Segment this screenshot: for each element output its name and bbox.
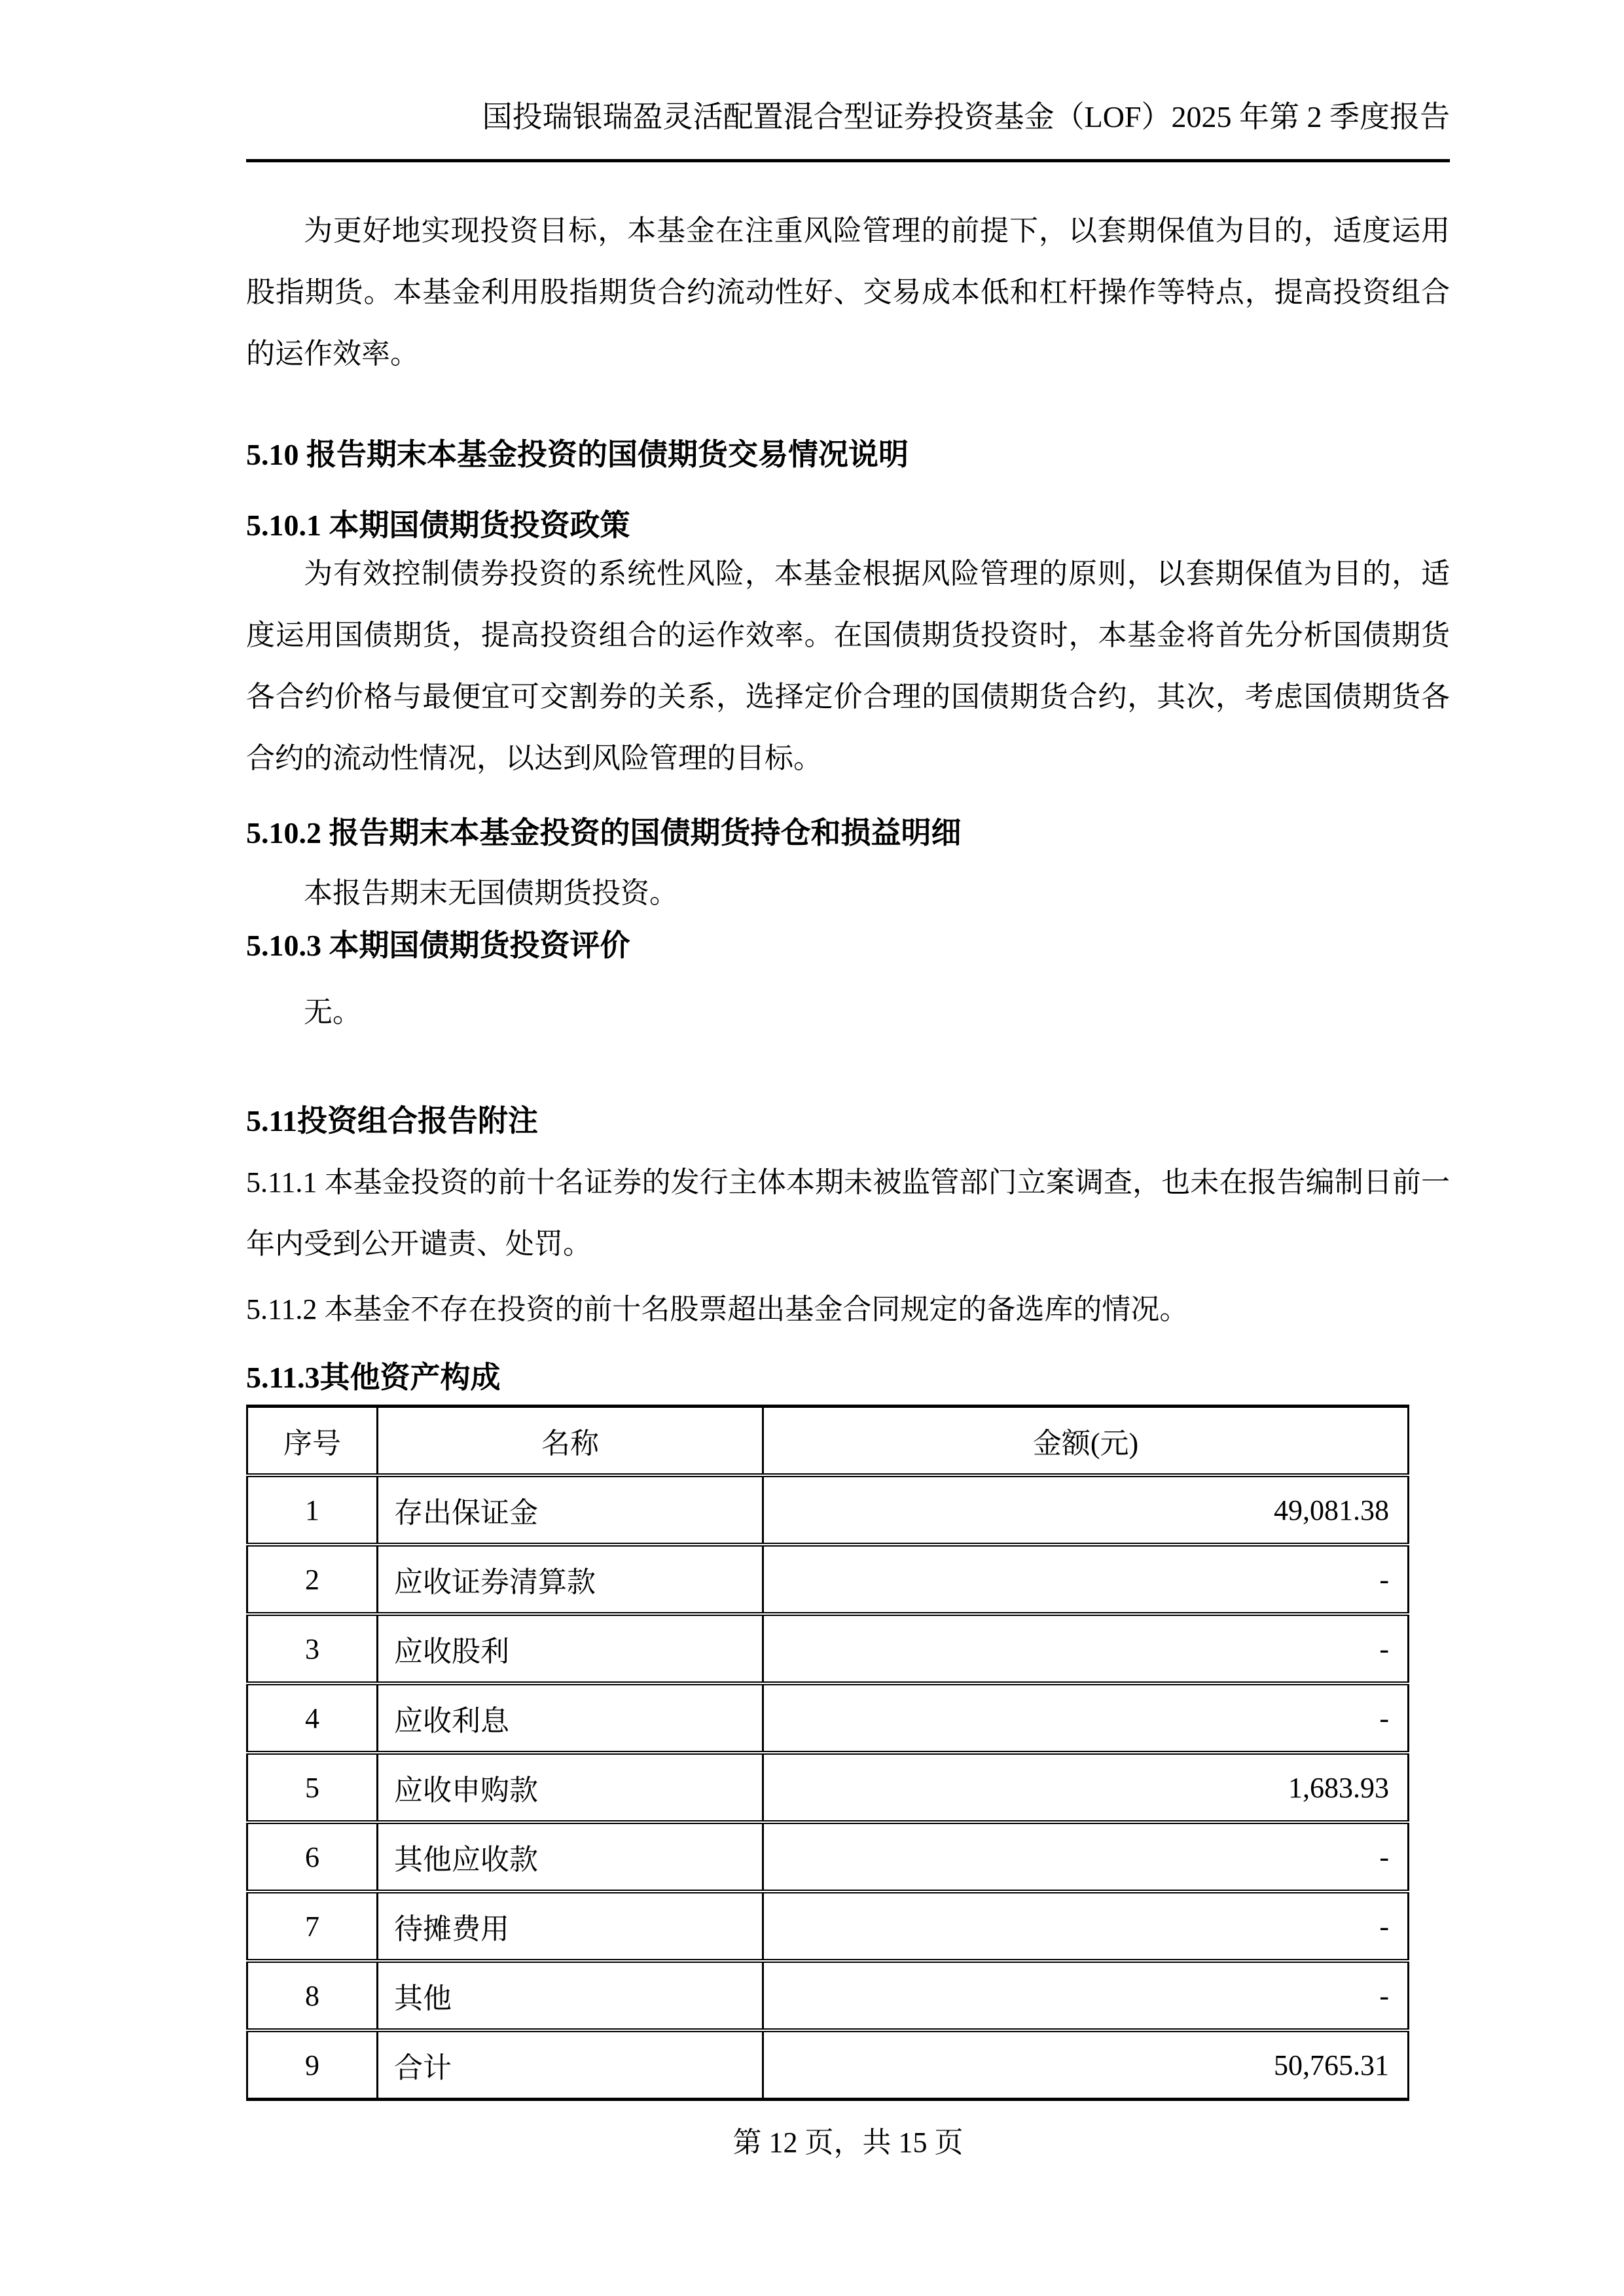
cell-no: 8 bbox=[247, 1961, 378, 2030]
page-header-title: 国投瑞银瑞盈灵活配置混合型证券投资基金（LOF）2025 年第 2 季度报告 bbox=[482, 100, 1450, 134]
table-row bbox=[247, 1683, 1409, 1753]
cell-amount: - bbox=[763, 1961, 1409, 2030]
cell-amount: 50,765.31 bbox=[763, 2030, 1409, 2100]
paragraph-5-11-1: 5.11.1 本基金投资的前十名证券的发行主体本期未被监管部门立案调查，也未在报告编制日前一年内受到公开谴责、处罚。 bbox=[246, 1166, 1450, 1260]
header-rule bbox=[246, 159, 1450, 162]
column-header-no: 序号 bbox=[247, 1407, 378, 1476]
cell-name: 应收股利 bbox=[378, 1614, 763, 1683]
paragraph-5-10-3-evaluation: 无。 bbox=[304, 996, 361, 1028]
cell-no: 9 bbox=[247, 2030, 378, 2100]
table-row bbox=[247, 1892, 1409, 1961]
other-assets-table-body bbox=[247, 1475, 1409, 2100]
cell-no: 7 bbox=[247, 1892, 378, 1961]
other-assets-table bbox=[246, 1405, 1409, 2101]
table-row bbox=[247, 1753, 1409, 1822]
cell-amount: - bbox=[763, 1614, 1409, 1683]
cell-amount: 1,683.93 bbox=[763, 1753, 1409, 1822]
cell-name: 待摊费用 bbox=[378, 1892, 763, 1961]
heading-5-10-2-positions: 5.10.2 报告期末本基金投资的国债期货持仓和损益明细 bbox=[246, 816, 962, 850]
heading-5-11-portfolio-notes: 5.11投资组合报告附注 bbox=[246, 1104, 538, 1138]
cell-name: 应收利息 bbox=[378, 1683, 763, 1753]
table-row bbox=[247, 1475, 1409, 1545]
paragraph-5-10-2-positions: 本报告期末无国债期货投资。 bbox=[304, 877, 678, 909]
cell-no: 3 bbox=[247, 1614, 378, 1683]
paragraph-5-10-1-policy: 为有效控制债券投资的系统性风险，本基金根据风险管理的原则，以套期保值为目的，适度运用国债期货，提高投资组合的运作效率。在国债期货投资时，本基金将首先分析国债期货各合约价格与最便宜可交割券的关系，选择定价合理的国债期货合约，其次，考虑国债期货各合约的流动性情况，以达到风险管理的目标。 bbox=[246, 558, 1450, 774]
cell-amount: - bbox=[763, 1545, 1409, 1614]
table-row bbox=[247, 1822, 1409, 1892]
table-row bbox=[247, 2030, 1409, 2100]
cell-name: 应收证券清算款 bbox=[378, 1545, 763, 1614]
cell-no: 2 bbox=[247, 1545, 378, 1614]
cell-name: 其他应收款 bbox=[378, 1822, 763, 1892]
heading-5-10-1-policy: 5.10.1 本期国债期货投资政策 bbox=[246, 509, 630, 542]
cell-no: 1 bbox=[247, 1475, 378, 1545]
column-header-name: 名称 bbox=[378, 1407, 763, 1476]
table-row bbox=[247, 1614, 1409, 1683]
cell-name: 应收申购款 bbox=[378, 1753, 763, 1822]
heading-5-10-treasury-futures: 5.10 报告期末本基金投资的国债期货交易情况说明 bbox=[246, 438, 909, 471]
table-row bbox=[247, 1545, 1409, 1614]
cell-name: 存出保证金 bbox=[378, 1475, 763, 1545]
heading-5-10-3-evaluation: 5.10.3 本期国债期货投资评价 bbox=[246, 929, 630, 962]
cell-name: 合计 bbox=[378, 2030, 763, 2100]
cell-no: 6 bbox=[247, 1822, 378, 1892]
column-header-amount: 金额(元) bbox=[763, 1407, 1409, 1476]
table-header-row bbox=[247, 1407, 1409, 1476]
cell-no: 4 bbox=[247, 1683, 378, 1753]
cell-amount: - bbox=[763, 1822, 1409, 1892]
cell-amount: 49,081.38 bbox=[763, 1475, 1409, 1545]
cell-amount: - bbox=[763, 1892, 1409, 1961]
cell-name: 其他 bbox=[378, 1961, 763, 2030]
table-row bbox=[247, 1961, 1409, 2030]
page-footer: 第 12 页，共 15 页 bbox=[732, 2126, 964, 2159]
paragraph-5-11-2: 5.11.2 本基金不存在投资的前十名股票超出基金合同规定的备选库的情况。 bbox=[246, 1293, 1189, 1325]
cell-amount: - bbox=[763, 1683, 1409, 1753]
cell-no: 5 bbox=[247, 1753, 378, 1822]
paragraph-stock-index-futures: 为更好地实现投资目标，本基金在注重风险管理的前提下，以套期保值为目的，适度运用股指期货。本基金利用股指期货合约流动性好、交易成本低和杠杆操作等特点，提高投资组合的运作效率。 bbox=[246, 215, 1450, 370]
heading-5-11-3-other-assets: 5.11.3其他资产构成 bbox=[246, 1361, 501, 1394]
